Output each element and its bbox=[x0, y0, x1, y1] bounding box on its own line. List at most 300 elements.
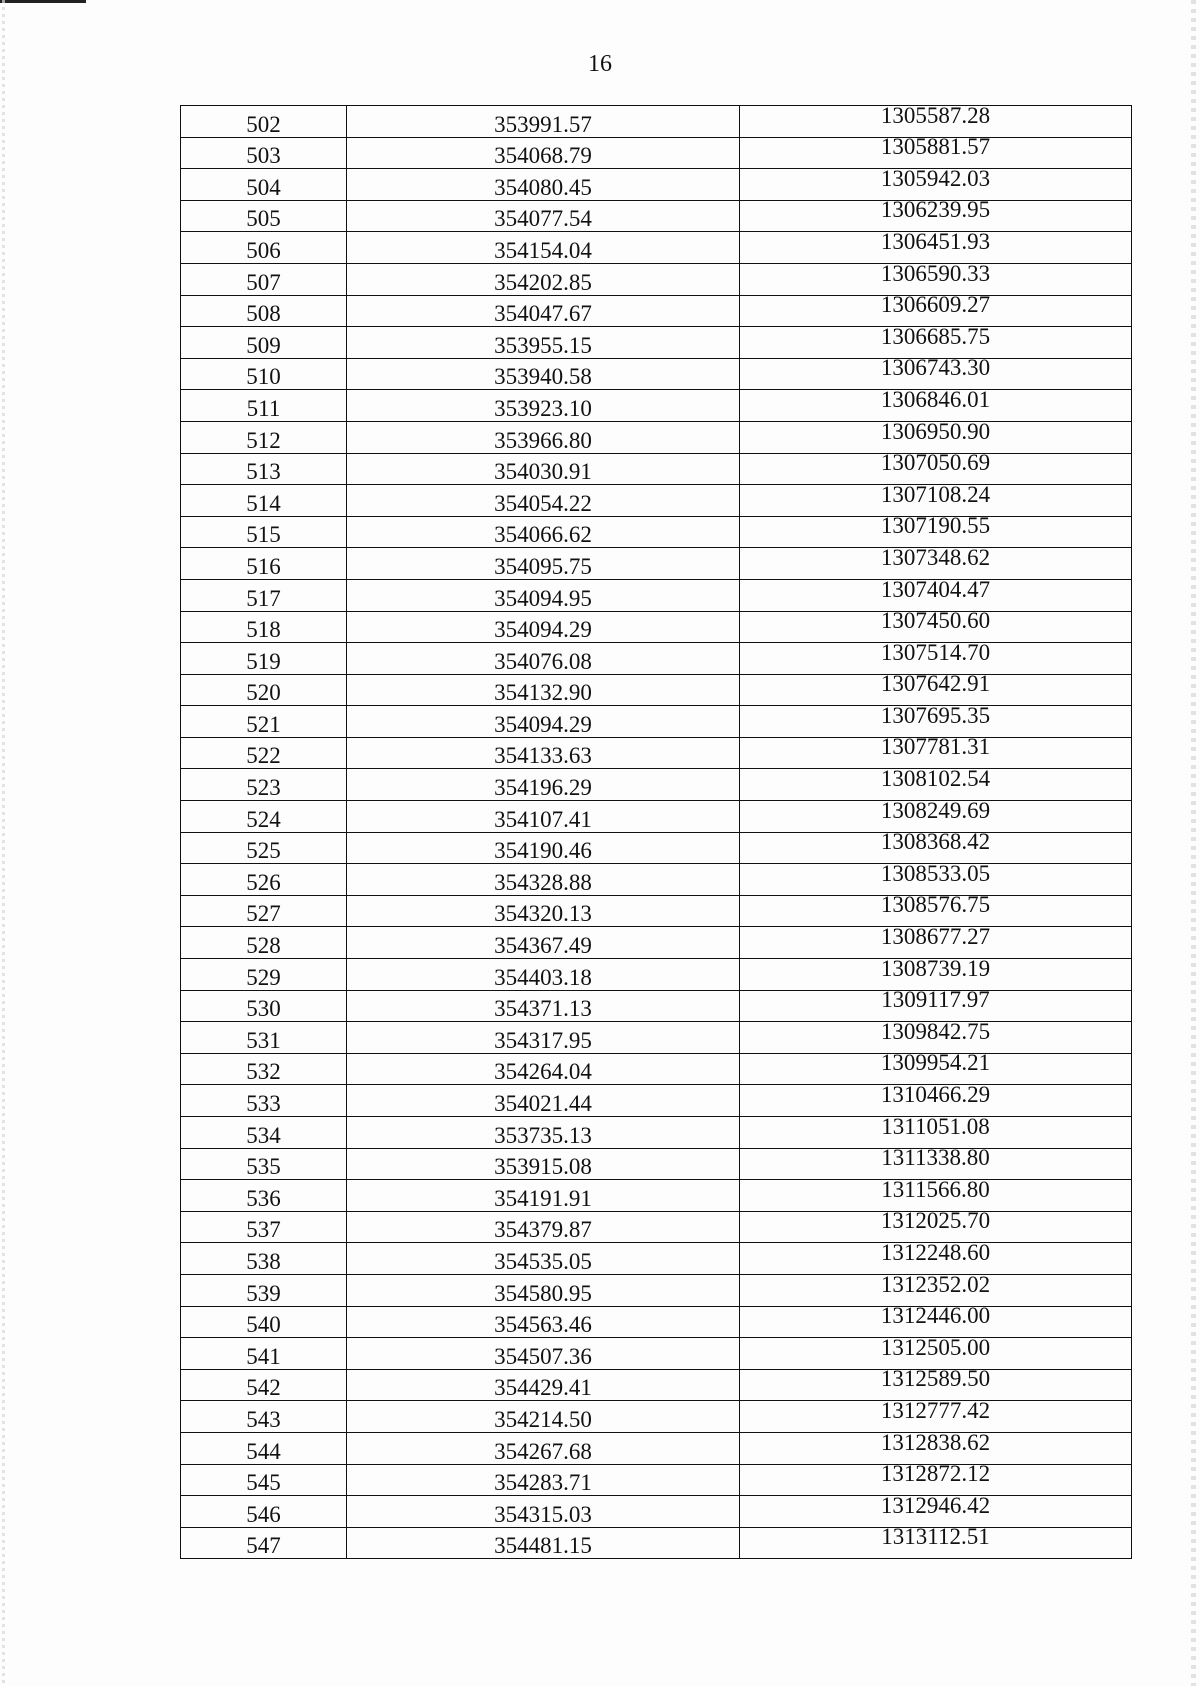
table-row bbox=[181, 927, 1132, 959]
x-coordinate-cell bbox=[347, 548, 740, 580]
x-coordinate-cell bbox=[347, 1022, 740, 1054]
cell-text: 502 bbox=[246, 111, 281, 137]
table-row bbox=[181, 1180, 1132, 1212]
cell-text: 354429.41 bbox=[494, 1375, 592, 1401]
x-coordinate-cell bbox=[347, 864, 740, 896]
point-id-cell bbox=[181, 1085, 347, 1117]
table-row bbox=[181, 1401, 1132, 1433]
y-coordinate-cell bbox=[740, 1239, 1132, 1275]
cell-text: 1312505.00 bbox=[880, 1334, 991, 1360]
x-coordinate-cell bbox=[347, 453, 740, 485]
x-coordinate-cell bbox=[347, 106, 740, 138]
table-row bbox=[181, 1022, 1132, 1054]
table-row bbox=[181, 1527, 1132, 1559]
cell-text: 534 bbox=[246, 1122, 281, 1148]
y-coordinate-cell bbox=[740, 1397, 1132, 1433]
cell-text: 353991.57 bbox=[494, 111, 592, 137]
cell-text: 354094.29 bbox=[494, 711, 592, 737]
y-coordinate-cell bbox=[740, 1050, 1132, 1085]
y-coordinate-cell bbox=[740, 1176, 1132, 1212]
cell-text: 354021.44 bbox=[494, 1091, 592, 1116]
cell-text: 547 bbox=[246, 1533, 281, 1559]
cell-text: 504 bbox=[246, 174, 281, 200]
point-id-cell bbox=[181, 548, 347, 580]
cell-text: 1309954.21 bbox=[880, 1050, 991, 1076]
x-coordinate-cell bbox=[347, 169, 740, 201]
cell-text: 1311338.80 bbox=[881, 1145, 990, 1171]
table-row bbox=[181, 390, 1132, 422]
table-row bbox=[181, 737, 1132, 769]
x-coordinate-cell bbox=[347, 1496, 740, 1528]
cell-text: 1307348.62 bbox=[880, 544, 991, 570]
y-coordinate-cell bbox=[740, 639, 1132, 675]
cell-text: 1311566.80 bbox=[881, 1176, 990, 1202]
cell-text: 535 bbox=[246, 1154, 281, 1180]
cell-text: 1306846.01 bbox=[880, 386, 991, 412]
x-coordinate-cell bbox=[347, 1432, 740, 1464]
table-row bbox=[181, 1274, 1132, 1306]
y-coordinate-cell bbox=[740, 702, 1132, 738]
point-id-cell bbox=[181, 390, 347, 422]
cell-text: 353915.08 bbox=[494, 1154, 592, 1180]
cell-text: 354154.04 bbox=[494, 237, 592, 263]
cell-text: 533 bbox=[246, 1091, 281, 1116]
cell-text: 516 bbox=[246, 553, 281, 579]
x-coordinate-cell bbox=[347, 1180, 740, 1212]
table-row bbox=[181, 1117, 1132, 1149]
cell-text: 524 bbox=[246, 806, 281, 832]
point-id-cell bbox=[181, 1180, 347, 1212]
coordinate-table bbox=[180, 102, 1132, 1559]
y-coordinate-cell bbox=[740, 608, 1132, 643]
table-row bbox=[181, 706, 1132, 738]
point-id-cell bbox=[181, 706, 347, 738]
coordinate-table-body bbox=[181, 102, 1132, 1559]
cell-text: 1312872.12 bbox=[880, 1461, 991, 1487]
cell-text: 1309117.97 bbox=[881, 987, 990, 1013]
x-coordinate-cell bbox=[347, 390, 740, 422]
cell-text: 515 bbox=[246, 522, 281, 548]
x-coordinate-cell bbox=[347, 421, 740, 453]
y-coordinate-cell bbox=[740, 450, 1132, 485]
x-coordinate-cell bbox=[347, 895, 740, 927]
table-row bbox=[181, 137, 1132, 169]
cell-text: 354317.95 bbox=[494, 1027, 592, 1053]
table-row bbox=[181, 1369, 1132, 1401]
x-coordinate-cell bbox=[347, 801, 740, 833]
table-row bbox=[181, 832, 1132, 864]
x-coordinate-cell bbox=[347, 263, 740, 295]
y-coordinate-cell bbox=[740, 260, 1132, 295]
x-coordinate-cell bbox=[347, 327, 740, 359]
cell-text: 531 bbox=[246, 1027, 281, 1053]
scan-edge-left bbox=[2, 0, 5, 1686]
table-row bbox=[181, 895, 1132, 927]
y-coordinate-cell bbox=[740, 1303, 1132, 1338]
cell-text: 527 bbox=[246, 901, 281, 927]
point-id-cell bbox=[181, 358, 347, 390]
cell-text: 520 bbox=[246, 680, 281, 706]
x-coordinate-cell bbox=[347, 516, 740, 548]
y-coordinate-cell bbox=[740, 671, 1132, 706]
y-coordinate-cell bbox=[740, 892, 1132, 927]
cell-text: 519 bbox=[246, 648, 281, 674]
table-row bbox=[181, 769, 1132, 801]
point-id-cell bbox=[181, 927, 347, 959]
point-id-cell bbox=[181, 200, 347, 232]
cell-text: 506 bbox=[246, 237, 281, 263]
cell-text: 353966.80 bbox=[494, 427, 592, 453]
x-coordinate-cell bbox=[347, 232, 740, 264]
x-coordinate-cell bbox=[347, 137, 740, 169]
table-row bbox=[181, 611, 1132, 643]
point-id-cell bbox=[181, 1401, 347, 1433]
point-id-cell bbox=[181, 1338, 347, 1370]
cell-text: 354379.87 bbox=[494, 1217, 592, 1243]
cell-text: 517 bbox=[246, 585, 281, 611]
x-coordinate-cell bbox=[347, 200, 740, 232]
y-coordinate-cell bbox=[740, 1018, 1132, 1054]
cell-text: 521 bbox=[246, 711, 281, 737]
table-row bbox=[181, 579, 1132, 611]
cell-text: 354068.79 bbox=[494, 143, 592, 169]
cell-text: 513 bbox=[246, 459, 281, 485]
cell-text: 354481.15 bbox=[494, 1533, 592, 1559]
cell-text: 1311051.08 bbox=[881, 1113, 990, 1139]
y-coordinate-cell bbox=[740, 1366, 1132, 1401]
cell-text: 354047.67 bbox=[494, 301, 592, 327]
cell-text: 354054.22 bbox=[494, 490, 592, 516]
point-id-cell bbox=[181, 421, 347, 453]
x-coordinate-cell bbox=[347, 1243, 740, 1275]
x-coordinate-cell bbox=[347, 1401, 740, 1433]
y-coordinate-cell bbox=[740, 860, 1132, 896]
point-id-cell bbox=[181, 1211, 347, 1243]
table-row bbox=[181, 516, 1132, 548]
cell-text: 503 bbox=[246, 143, 281, 169]
cell-text: 523 bbox=[246, 775, 281, 801]
x-coordinate-cell bbox=[347, 832, 740, 864]
cell-text: 354076.08 bbox=[494, 648, 592, 674]
x-coordinate-cell bbox=[347, 1117, 740, 1149]
table-row bbox=[181, 263, 1132, 295]
cell-text: 1305942.03 bbox=[880, 165, 991, 191]
point-id-cell bbox=[181, 169, 347, 201]
x-coordinate-cell bbox=[347, 1369, 740, 1401]
cell-text: 354367.49 bbox=[494, 933, 592, 959]
cell-text: 511 bbox=[246, 395, 281, 421]
x-coordinate-cell bbox=[347, 485, 740, 517]
cell-text: 354283.71 bbox=[494, 1470, 592, 1496]
cell-text: 538 bbox=[246, 1248, 281, 1274]
cell-text: 530 bbox=[246, 996, 281, 1022]
table-row bbox=[181, 548, 1132, 580]
x-coordinate-cell bbox=[347, 1053, 740, 1085]
point-id-cell bbox=[181, 485, 347, 517]
cell-text: 1312025.70 bbox=[880, 1208, 991, 1234]
scan-edge-right bbox=[1191, 0, 1196, 1686]
table-row bbox=[181, 295, 1132, 327]
cell-text: 541 bbox=[246, 1343, 281, 1369]
corner-rule bbox=[0, 0, 86, 3]
point-id-cell bbox=[181, 1148, 347, 1180]
table-row bbox=[181, 864, 1132, 896]
cell-text: 354196.29 bbox=[494, 775, 592, 801]
y-coordinate-cell bbox=[740, 134, 1132, 169]
table-row bbox=[181, 106, 1132, 138]
x-coordinate-cell bbox=[347, 611, 740, 643]
cell-text: 510 bbox=[246, 364, 281, 390]
cell-text: 1306743.30 bbox=[880, 355, 991, 381]
page-number: 16 bbox=[588, 51, 612, 77]
x-coordinate-cell bbox=[347, 295, 740, 327]
cell-text: 353940.58 bbox=[494, 364, 592, 390]
point-id-cell bbox=[181, 106, 347, 138]
x-coordinate-cell bbox=[347, 643, 740, 675]
table-row bbox=[181, 200, 1132, 232]
y-coordinate-cell bbox=[740, 1334, 1132, 1370]
point-id-cell bbox=[181, 832, 347, 864]
point-id-cell bbox=[181, 1496, 347, 1528]
cell-text: 546 bbox=[246, 1501, 281, 1527]
cell-text: 1306950.90 bbox=[880, 418, 991, 444]
point-id-cell bbox=[181, 1527, 347, 1559]
y-coordinate-cell bbox=[740, 797, 1132, 833]
cell-text: 354535.05 bbox=[494, 1248, 592, 1274]
y-coordinate-cell bbox=[740, 513, 1132, 548]
table-row bbox=[181, 421, 1132, 453]
point-id-cell bbox=[181, 1117, 347, 1149]
point-id-cell bbox=[181, 453, 347, 485]
cell-text: 354267.68 bbox=[494, 1438, 592, 1464]
table-row bbox=[181, 1306, 1132, 1338]
point-id-cell bbox=[181, 1369, 347, 1401]
y-coordinate-cell bbox=[740, 1492, 1132, 1528]
y-coordinate-cell bbox=[740, 197, 1132, 232]
x-coordinate-cell bbox=[347, 1085, 740, 1117]
cell-text: 354328.88 bbox=[494, 869, 592, 895]
y-coordinate-cell bbox=[740, 924, 1132, 959]
cell-text: 1313112.51 bbox=[881, 1524, 990, 1550]
x-coordinate-cell bbox=[347, 769, 740, 801]
cell-text: 526 bbox=[246, 869, 281, 895]
cell-text: 354264.04 bbox=[494, 1059, 592, 1085]
x-coordinate-cell bbox=[347, 1527, 740, 1559]
x-coordinate-cell bbox=[347, 1306, 740, 1338]
x-coordinate-cell bbox=[347, 579, 740, 611]
point-id-cell bbox=[181, 1243, 347, 1275]
cell-text: 354077.54 bbox=[494, 206, 592, 232]
table-row bbox=[181, 358, 1132, 390]
cell-text: 1312248.60 bbox=[880, 1239, 991, 1265]
cell-text: 1307450.60 bbox=[880, 608, 991, 634]
table-row bbox=[181, 1338, 1132, 1370]
y-coordinate-cell bbox=[740, 1208, 1132, 1243]
cell-text: 1307781.31 bbox=[880, 734, 991, 760]
table-row bbox=[181, 453, 1132, 485]
table-row bbox=[181, 1085, 1132, 1117]
x-coordinate-cell bbox=[347, 1274, 740, 1306]
cell-text: 1307514.70 bbox=[880, 639, 991, 665]
y-coordinate-cell bbox=[740, 165, 1132, 201]
y-coordinate-cell bbox=[740, 576, 1132, 611]
cell-text: 1308677.27 bbox=[880, 924, 991, 950]
cell-text: 543 bbox=[246, 1406, 281, 1432]
y-coordinate-cell bbox=[740, 1524, 1132, 1559]
cell-text: 1308102.54 bbox=[880, 766, 991, 792]
point-id-cell bbox=[181, 327, 347, 359]
cell-text: 354403.18 bbox=[494, 964, 592, 990]
cell-text: 1306609.27 bbox=[880, 292, 991, 318]
table-row bbox=[181, 643, 1132, 675]
table-row bbox=[181, 674, 1132, 706]
cell-text: 537 bbox=[246, 1217, 281, 1243]
point-id-cell bbox=[181, 137, 347, 169]
cell-text: 354371.13 bbox=[494, 996, 592, 1022]
cell-text: 1310466.29 bbox=[880, 1082, 991, 1107]
y-coordinate-cell bbox=[740, 544, 1132, 580]
cell-text: 1307404.47 bbox=[880, 576, 991, 602]
cell-text: 1307695.35 bbox=[880, 702, 991, 728]
point-id-cell bbox=[181, 295, 347, 327]
point-id-cell bbox=[181, 864, 347, 896]
point-id-cell bbox=[181, 959, 347, 991]
cell-text: 522 bbox=[246, 743, 281, 769]
cell-text: 354563.46 bbox=[494, 1312, 592, 1338]
cell-text: 1305587.28 bbox=[880, 102, 991, 128]
y-coordinate-cell bbox=[740, 386, 1132, 422]
cell-text: 354202.85 bbox=[494, 269, 592, 295]
point-id-cell bbox=[181, 895, 347, 927]
point-id-cell bbox=[181, 232, 347, 264]
y-coordinate-cell bbox=[740, 228, 1132, 264]
y-coordinate-cell bbox=[740, 355, 1132, 390]
cell-text: 1312352.02 bbox=[880, 1271, 991, 1297]
cell-text: 1306685.75 bbox=[880, 323, 991, 349]
cell-text: 353955.15 bbox=[494, 332, 592, 358]
x-coordinate-cell bbox=[347, 358, 740, 390]
table-row bbox=[181, 1053, 1132, 1085]
y-coordinate-cell bbox=[740, 102, 1132, 138]
cell-text: 354191.91 bbox=[494, 1185, 592, 1211]
table-row bbox=[181, 1496, 1132, 1528]
x-coordinate-cell bbox=[347, 927, 740, 959]
y-coordinate-cell bbox=[740, 1145, 1132, 1180]
table-row bbox=[181, 1148, 1132, 1180]
cell-text: 1312589.50 bbox=[880, 1366, 991, 1392]
y-coordinate-cell bbox=[740, 1082, 1132, 1117]
x-coordinate-cell bbox=[347, 990, 740, 1022]
y-coordinate-cell bbox=[740, 734, 1132, 769]
y-coordinate-cell bbox=[740, 766, 1132, 801]
cell-text: 354580.95 bbox=[494, 1280, 592, 1306]
x-coordinate-cell bbox=[347, 737, 740, 769]
cell-text: 1306590.33 bbox=[880, 260, 991, 286]
cell-text: 1307108.24 bbox=[880, 481, 991, 507]
table-row bbox=[181, 1211, 1132, 1243]
cell-text: 1308249.69 bbox=[880, 797, 991, 823]
cell-text: 539 bbox=[246, 1280, 281, 1306]
y-coordinate-cell bbox=[740, 955, 1132, 991]
cell-text: 354066.62 bbox=[494, 522, 592, 548]
cell-text: 1305881.57 bbox=[880, 134, 991, 160]
cell-text: 354030.91 bbox=[494, 459, 592, 485]
cell-text: 507 bbox=[246, 269, 281, 295]
y-coordinate-cell bbox=[740, 292, 1132, 327]
cell-text: 1308576.75 bbox=[880, 892, 991, 918]
cell-text: 1312777.42 bbox=[880, 1397, 991, 1423]
point-id-cell bbox=[181, 1274, 347, 1306]
cell-text: 354214.50 bbox=[494, 1406, 592, 1432]
point-id-cell bbox=[181, 769, 347, 801]
y-coordinate-cell bbox=[740, 418, 1132, 453]
point-id-cell bbox=[181, 1432, 347, 1464]
x-coordinate-cell bbox=[347, 1148, 740, 1180]
point-id-cell bbox=[181, 1022, 347, 1054]
cell-text: 544 bbox=[246, 1438, 281, 1464]
cell-text: 540 bbox=[246, 1312, 281, 1338]
cell-text: 1308739.19 bbox=[880, 955, 991, 981]
cell-text: 353735.13 bbox=[494, 1122, 592, 1148]
cell-text: 1307190.55 bbox=[880, 513, 991, 539]
cell-text: 536 bbox=[246, 1185, 281, 1211]
x-coordinate-cell bbox=[347, 1338, 740, 1370]
y-coordinate-cell bbox=[740, 1271, 1132, 1306]
cell-text: 1312838.62 bbox=[880, 1429, 991, 1455]
cell-text: 1312946.42 bbox=[880, 1492, 991, 1518]
table-row bbox=[181, 1243, 1132, 1275]
point-id-cell bbox=[181, 1464, 347, 1496]
cell-text: 1308368.42 bbox=[880, 829, 991, 855]
cell-text: 354190.46 bbox=[494, 838, 592, 864]
table-row bbox=[181, 990, 1132, 1022]
cell-text: 1312446.00 bbox=[880, 1303, 991, 1329]
table-row bbox=[181, 1432, 1132, 1464]
cell-text: 354133.63 bbox=[494, 743, 592, 769]
point-id-cell bbox=[181, 516, 347, 548]
cell-text: 529 bbox=[246, 964, 281, 990]
table-row bbox=[181, 959, 1132, 991]
point-id-cell bbox=[181, 737, 347, 769]
point-id-cell bbox=[181, 990, 347, 1022]
point-id-cell bbox=[181, 263, 347, 295]
point-id-cell bbox=[181, 674, 347, 706]
y-coordinate-cell bbox=[740, 1113, 1132, 1149]
cell-text: 1306239.95 bbox=[880, 197, 991, 223]
cell-text: 542 bbox=[246, 1375, 281, 1401]
cell-text: 353923.10 bbox=[494, 395, 592, 421]
cell-text: 525 bbox=[246, 838, 281, 864]
point-id-cell bbox=[181, 611, 347, 643]
table-row bbox=[181, 327, 1132, 359]
cell-text: 354094.95 bbox=[494, 585, 592, 611]
table-row bbox=[181, 801, 1132, 833]
y-coordinate-cell bbox=[740, 481, 1132, 517]
cell-text: 354507.36 bbox=[494, 1343, 592, 1369]
point-id-cell bbox=[181, 1053, 347, 1085]
cell-text: 1306451.93 bbox=[880, 228, 991, 254]
cell-text: 532 bbox=[246, 1059, 281, 1085]
cell-text: 354320.13 bbox=[494, 901, 592, 927]
y-coordinate-cell bbox=[740, 829, 1132, 864]
x-coordinate-cell bbox=[347, 674, 740, 706]
y-coordinate-cell bbox=[740, 1429, 1132, 1464]
cell-text: 354315.03 bbox=[494, 1501, 592, 1527]
table-row bbox=[181, 232, 1132, 264]
cell-text: 354132.90 bbox=[494, 680, 592, 706]
y-coordinate-cell bbox=[740, 323, 1132, 359]
table-row bbox=[181, 1464, 1132, 1496]
